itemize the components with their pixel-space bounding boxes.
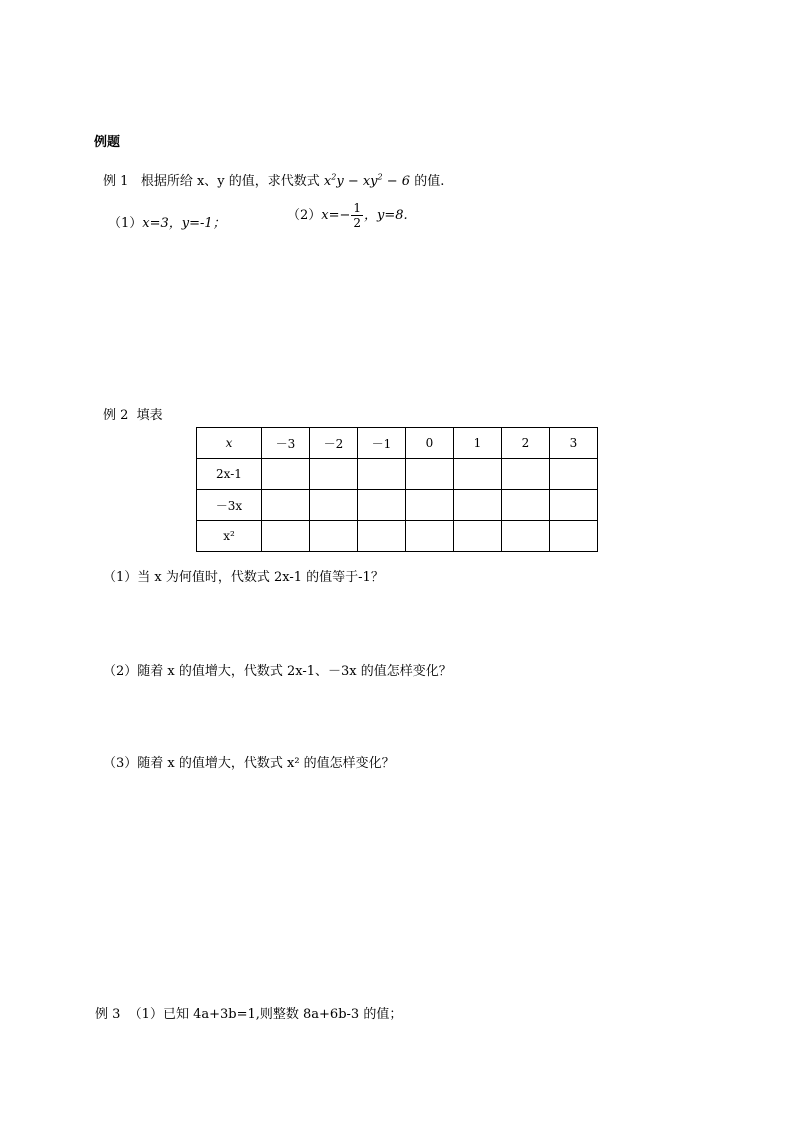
example-1-text: 根据所给 x、y 的值，求代数式	[140, 174, 320, 189]
part-2-x: x=−	[321, 208, 351, 223]
table-header-label: x	[197, 428, 262, 459]
example-1-part-1	[108, 212, 226, 231]
example-2-label: 例 2	[103, 408, 129, 423]
table-cell[interactable]	[502, 521, 550, 552]
part-2-label: （2）	[287, 208, 322, 223]
column-header: －1	[358, 428, 406, 459]
table-cell[interactable]	[454, 459, 502, 490]
table-cell[interactable]	[310, 459, 358, 490]
column-header: －2	[310, 428, 358, 459]
table-cell[interactable]	[406, 521, 454, 552]
example-1-label: 例 1	[103, 174, 129, 189]
example-2-title: 填表	[136, 408, 163, 423]
row-label: x²	[197, 521, 262, 552]
table-row	[197, 521, 598, 552]
table-cell[interactable]	[262, 459, 310, 490]
example-1-tail: 的值.	[414, 174, 445, 189]
column-header: 0	[406, 428, 454, 459]
table-cell[interactable]	[502, 490, 550, 521]
table-cell[interactable]	[310, 490, 358, 521]
column-header: 1	[454, 428, 502, 459]
table-cell[interactable]	[502, 459, 550, 490]
part-1-label: （1）	[108, 216, 143, 231]
example-3-text: （1）已知 4a+3b=1,则整数 8a+6b-3 的值；	[128, 1007, 403, 1022]
example-1-part-2	[287, 202, 408, 229]
table-row	[197, 490, 598, 521]
example-2-statement	[103, 404, 163, 423]
table-cell[interactable]	[550, 459, 598, 490]
example-2-question-2: （2）随着 x 的值增大，代数式 2x-1、－3x 的值怎样变化？	[103, 664, 452, 679]
value-table	[196, 427, 598, 552]
table-cell[interactable]	[454, 521, 502, 552]
example-3-label: 例 3	[95, 1007, 121, 1022]
column-header: －3	[262, 428, 310, 459]
part-1-x: x=3，	[142, 216, 182, 231]
example-3-statement	[95, 1003, 402, 1022]
example-1-expression: $x^2y - xy^2 - 6$	[323, 172, 411, 189]
example-1-statement	[103, 170, 444, 189]
table-cell[interactable]	[454, 490, 502, 521]
row-label: 2x-1	[197, 459, 262, 490]
table-cell[interactable]	[358, 459, 406, 490]
column-header: 3	[550, 428, 598, 459]
part-2-y: ，y=8.	[364, 208, 408, 223]
fraction-one-half: $\frac{1}{2}$	[353, 201, 362, 230]
part-1-y: y=-1；	[181, 216, 226, 231]
table-cell[interactable]	[406, 490, 454, 521]
row-label: －3x	[197, 490, 262, 521]
table-cell[interactable]	[550, 521, 598, 552]
example-2-question-1: （1）当 x 为何值时，代数式 2x-1 的值等于-1？	[103, 570, 384, 585]
table-cell[interactable]	[358, 490, 406, 521]
example-2-question-3: （3）随着 x 的值增大，代数式 x² 的值怎样变化？	[103, 756, 395, 771]
table-header-row	[197, 428, 598, 459]
table-cell[interactable]	[358, 521, 406, 552]
table-cell[interactable]	[406, 459, 454, 490]
column-header: 2	[502, 428, 550, 459]
section-heading: 例题	[94, 135, 121, 150]
table-cell[interactable]	[262, 490, 310, 521]
table-cell[interactable]	[310, 521, 358, 552]
table-cell[interactable]	[550, 490, 598, 521]
table-cell[interactable]	[262, 521, 310, 552]
table-row	[197, 459, 598, 490]
